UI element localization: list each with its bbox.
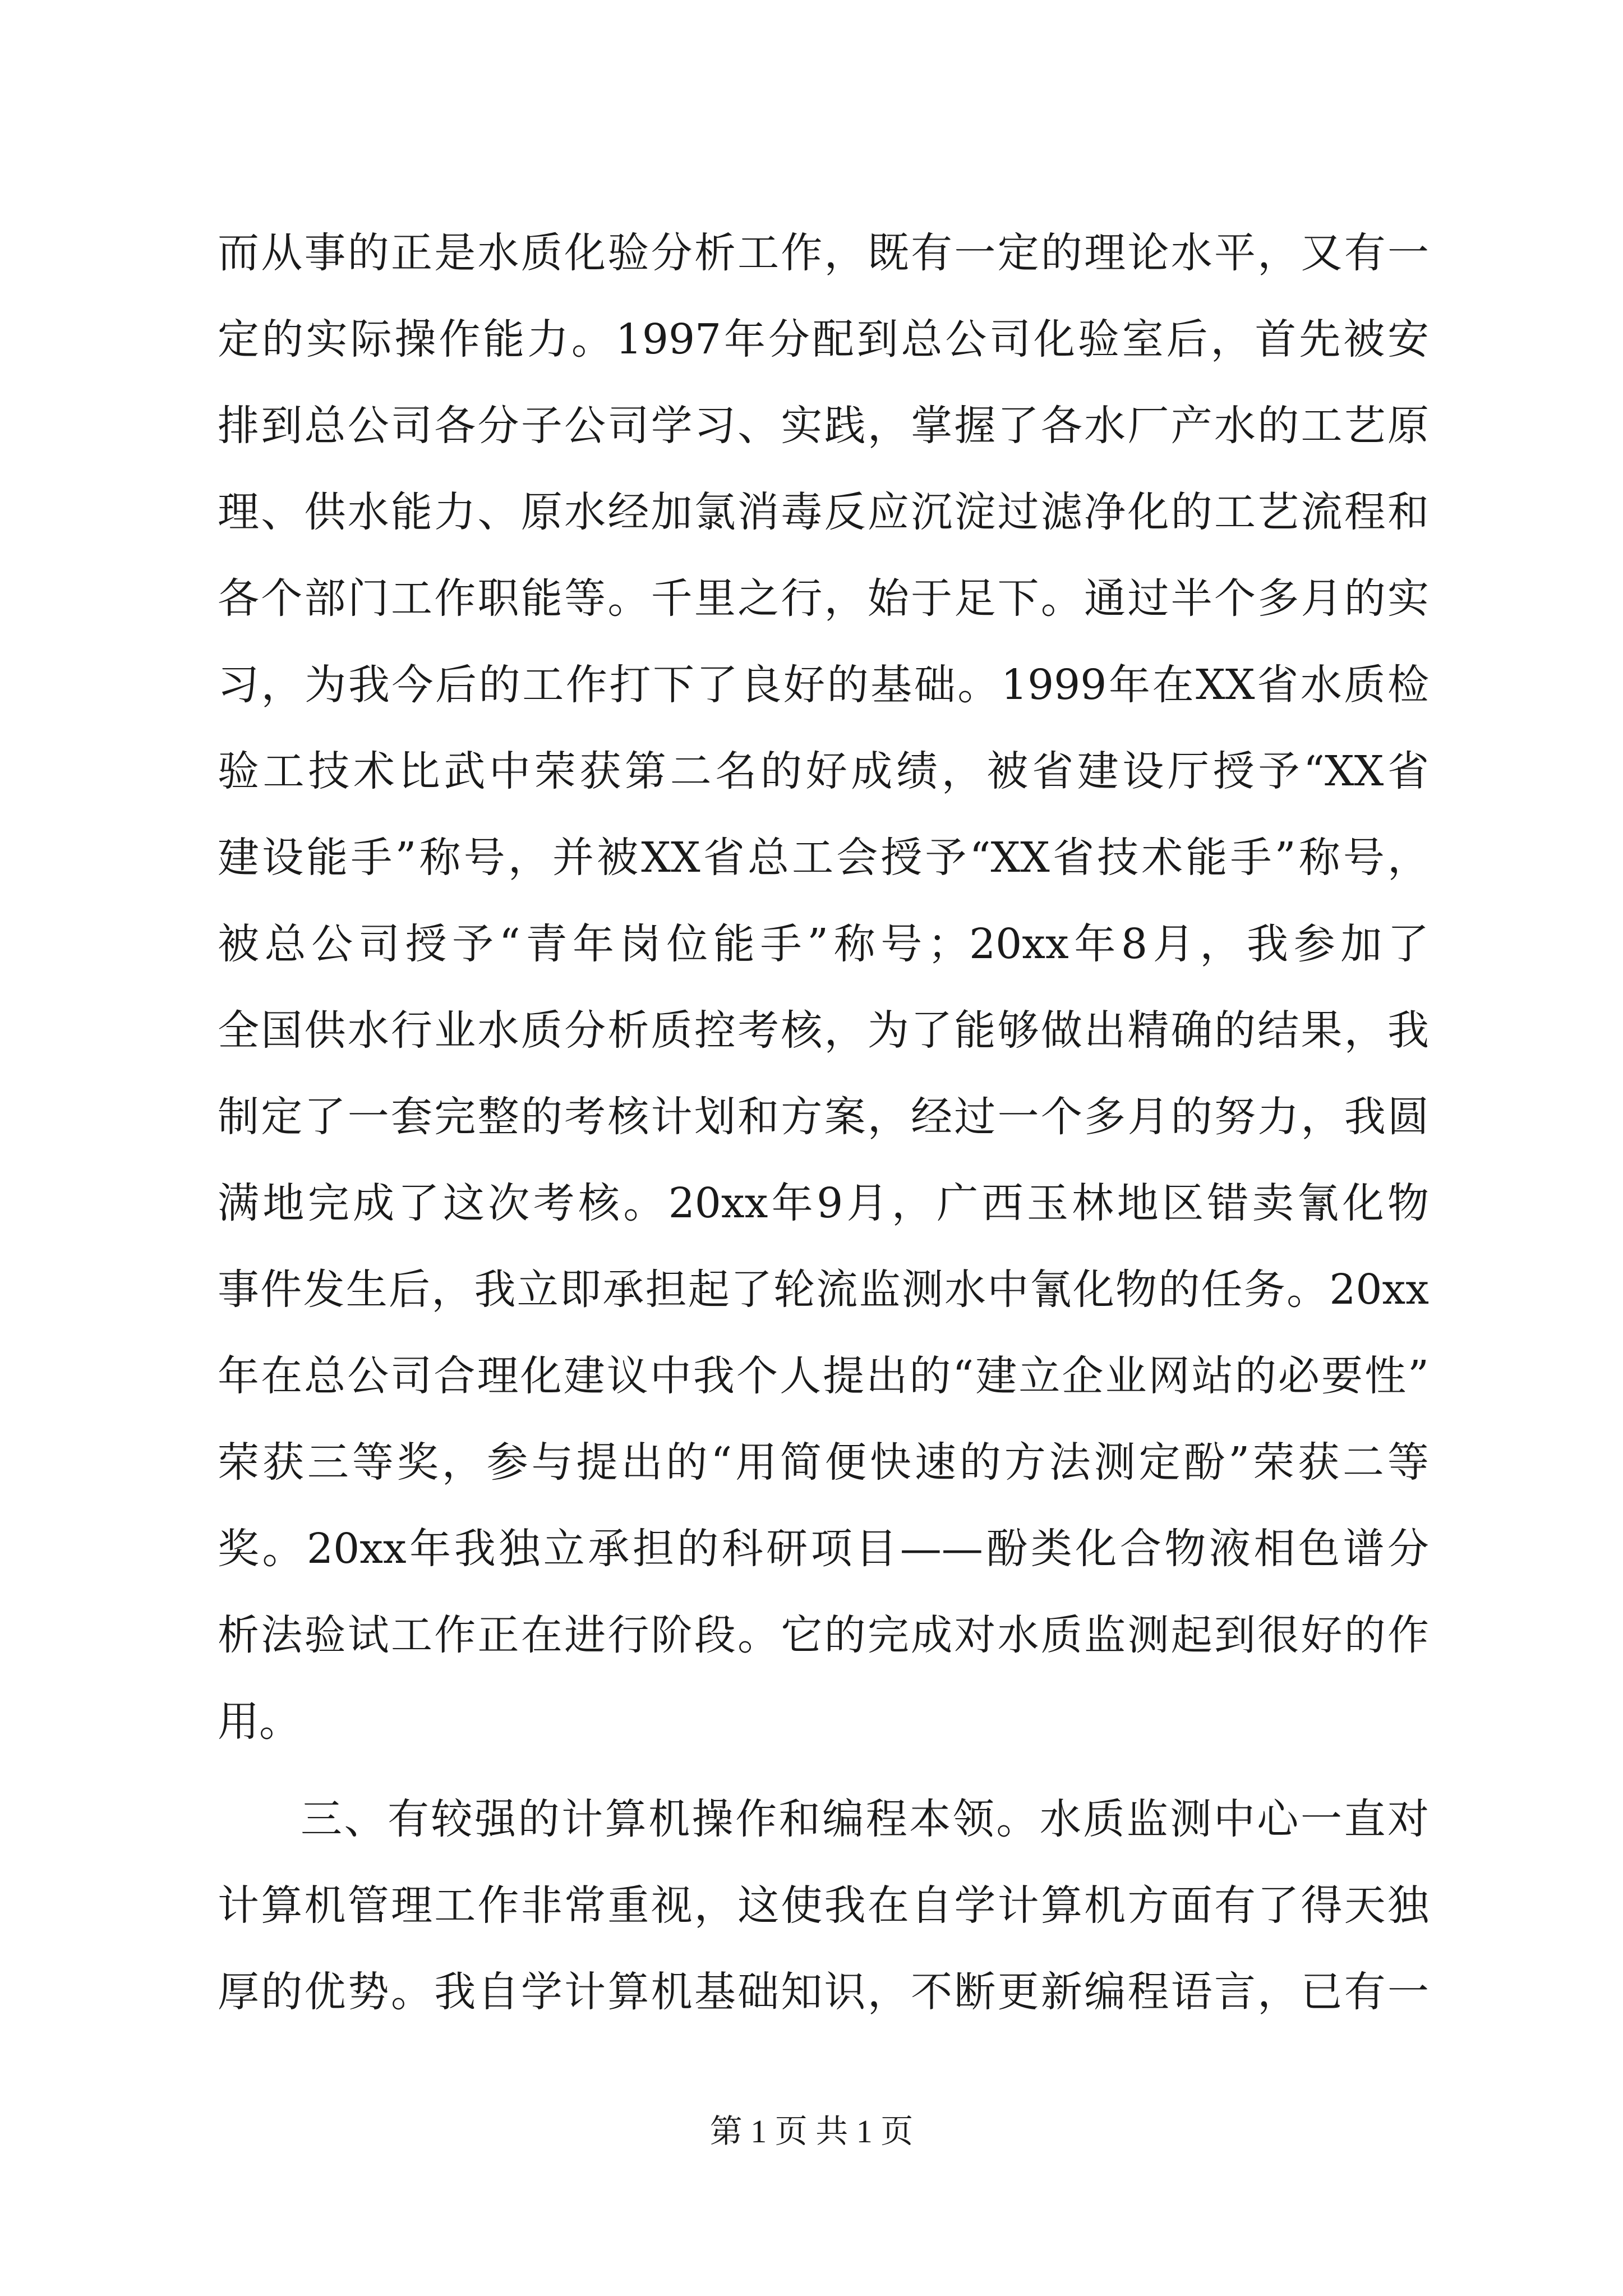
text-line: 而从事的正是水质化验分析工作，既有一定的理论水平，又有一 bbox=[218, 229, 1429, 277]
text-line: 全国供水行业水质分析质控考核，为了能够做出精确的结果，我 bbox=[218, 1006, 1429, 1055]
text-line: 制定了一套完整的考核计划和方案，经过一个多月的努力，我圆 bbox=[218, 1093, 1429, 1141]
paragraph-2 bbox=[218, 1776, 1429, 2035]
text-line: 验工技术比武中荣获第二名的好成绩，被省建设厅授予“XX省 bbox=[218, 747, 1429, 795]
page-number-label: 第 1 页 共 1 页 bbox=[709, 2113, 914, 2150]
paragraph-spacer bbox=[218, 1765, 1429, 1776]
text-line: 计算机管理工作非常重视，这使我在自学计算机方面有了得天独 bbox=[218, 1881, 1429, 1930]
text-line: 理、供水能力、原水经加氯消毒反应沉淀过滤净化的工艺流程和 bbox=[218, 488, 1429, 536]
text-line: 年在总公司合理化建议中我个人提出的“建立企业网站的必要性” bbox=[218, 1352, 1429, 1400]
text-line: 满地完成了这次考核。20xx年9月，广西玉林地区错卖氰化物 bbox=[218, 1179, 1429, 1227]
text-line: 建设能手”称号，并被XX省总工会授予“XX省技术能手”称号， bbox=[218, 834, 1429, 882]
document-body bbox=[218, 210, 1429, 2035]
paragraph-1 bbox=[218, 210, 1429, 1765]
text-line: 析法验试工作正在进行阶段。它的完成对水质监测起到很好的作 bbox=[218, 1611, 1429, 1659]
text-line: 用。 bbox=[218, 1697, 301, 1746]
text-line: 定的实际操作能力。1997年分配到总公司化验室后，首先被安 bbox=[218, 315, 1429, 364]
text-line: 排到总公司各分子公司学习、实践，掌握了各水厂产水的工艺原 bbox=[218, 402, 1429, 450]
text-line: 习，为我今后的工作打下了良好的基础。1999年在XX省水质检 bbox=[218, 661, 1429, 709]
text-line: 荣获三等奖，参与提出的“用简便快速的方法测定酚”荣获二等 bbox=[218, 1438, 1429, 1487]
text-line: 奖。20xx年我独立承担的科研项目——酚类化合物液相色谱分 bbox=[218, 1525, 1429, 1573]
text-line: 事件发生后，我立即承担起了轮流监测水中氰化物的任务。20xx bbox=[218, 1266, 1429, 1314]
page-footer bbox=[0, 2109, 1623, 2154]
text-line: 各个部门工作职能等。千里之行，始于足下。通过半个多月的实 bbox=[218, 574, 1429, 623]
text-line: 厚的优势。我自学计算机基础知识，不断更新编程语言，已有一 bbox=[218, 1968, 1429, 2016]
text-line: 三、有较强的计算机操作和编程本领。水质监测中心一直对 bbox=[301, 1795, 1429, 1843]
text-line: 被总公司授予“青年岗位能手”称号；20xx年8月，我参加了 bbox=[218, 920, 1429, 968]
